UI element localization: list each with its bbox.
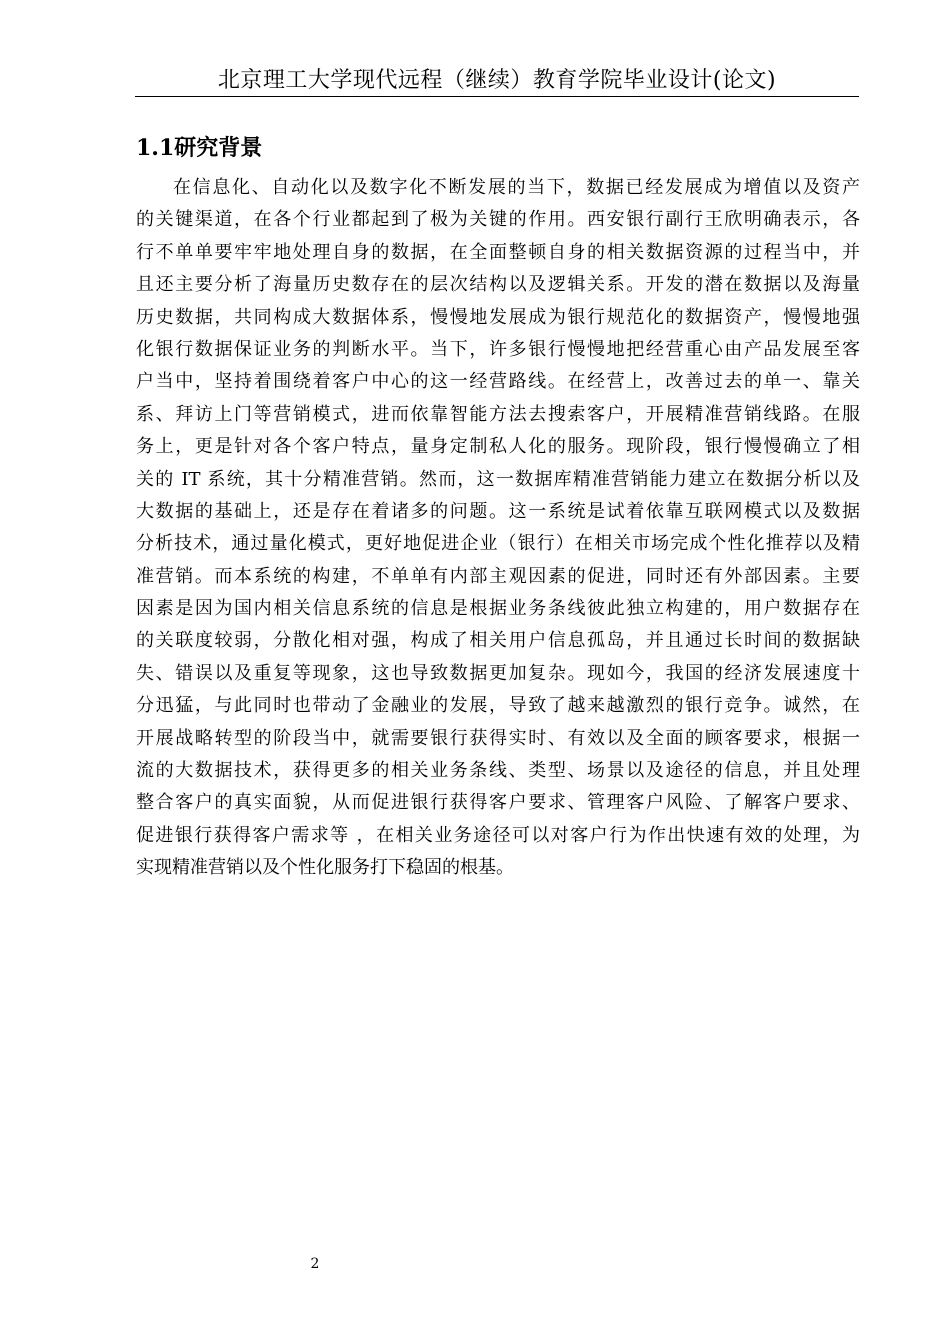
header-title: 北京理工大学现代远程（继续）教育学院毕业设计(论文) <box>217 68 777 93</box>
paragraph-line: 分析技术，通过量化模式，更好地促进企业（银行）在相关市场完成个性化推荐以及精 <box>136 533 860 555</box>
paragraph-line: 开展战略转型的阶段当中，就需要银行获得实时、有效以及全面的顾客要求，根据一 <box>136 727 860 749</box>
paragraph-line: 失、错误以及重复等现象，这也导致数据更加复杂。现如今，我国的经济发展速度十 <box>136 662 860 684</box>
paragraph-line: 的关联度较弱，分散化相对强，构成了相关用户信息孤岛，并且通过长时间的数据缺 <box>136 630 860 652</box>
paragraph-line: 历史数据，共同构成大数据体系，慢慢地发展成为银行规范化的数据资产，慢慢地强 <box>136 306 860 328</box>
paragraph-line: 流的大数据技术，获得更多的相关业务条线、类型、场景以及途径的信息，并且处理 <box>136 760 860 782</box>
paragraph-line: 且还主要分析了海量历史数存在的层次结构以及逻辑关系。开发的潜在数据以及海量 <box>136 274 860 296</box>
paragraph-line: 大数据的基础上，还是存在着诸多的问题。这一系统是试着依靠互联网模式以及数据 <box>136 500 860 522</box>
paragraph-line: 系、拜访上门等营销模式，进而依靠智能方法去搜索客户，开展精准营销线路。在服 <box>136 403 860 425</box>
paragraph-line: 在信息化、自动化以及数字化不断发展的当下，数据已经发展成为增值以及资产 <box>173 177 860 198</box>
paragraph-line: 户当中，坚持着围绕着客户中心的这一经营路线。在经营上，改善过去的单一、靠关 <box>136 371 860 393</box>
page-number: 2 <box>310 1256 320 1272</box>
paragraph-line: 分迅猛，与此同时也带动了金融业的发展，导致了越来越激烈的银行竞争。诚然，在 <box>136 695 860 717</box>
paragraph-line: 的关键渠道，在各个行业都起到了极为关键的作用。西安银行副行王欣明确表示，各 <box>136 209 860 231</box>
page-header <box>135 66 859 97</box>
body-paragraph <box>136 172 860 885</box>
paragraph-line: 关的 IT 系统，其十分精准营销。然而，这一数据库精准营销能力建立在数据分析以及 <box>136 468 860 490</box>
paragraph-line: 行不单单要牢牢地处理自身的数据，在全面整顿自身的相关数据资源的过程当中，并 <box>136 241 860 263</box>
paragraph-line: 务上，更是针对各个客户特点，量身定制私人化的服务。现阶段，银行慢慢确立了相 <box>136 436 860 458</box>
paragraph-line: 促进银行获得客户需求等 ，在相关业务途径可以对客户行为作出快速有效的处理，为 <box>136 824 860 846</box>
paragraph-line: 实现精准营销以及个性化服务打下稳固的根基。 <box>136 857 514 879</box>
paragraph-line: 准营销。而本系统的构建，不单单有内部主观因素的促进，同时还有外部因素。主要 <box>136 565 860 587</box>
paragraph-line: 因素是因为国内相关信息系统的信息是根据业务条线彼此独立构建的，用户数据存在 <box>136 598 860 620</box>
paragraph-line: 整合客户的真实面貌，从而促进银行获得客户要求、管理客户风险、了解客户要求、 <box>136 792 860 814</box>
paragraph-line: 化银行数据保证业务的判断水平。当下，许多银行慢慢地把经营重心由产品发展至客 <box>136 338 860 360</box>
section-heading: 1.1研究背景 <box>136 135 263 161</box>
